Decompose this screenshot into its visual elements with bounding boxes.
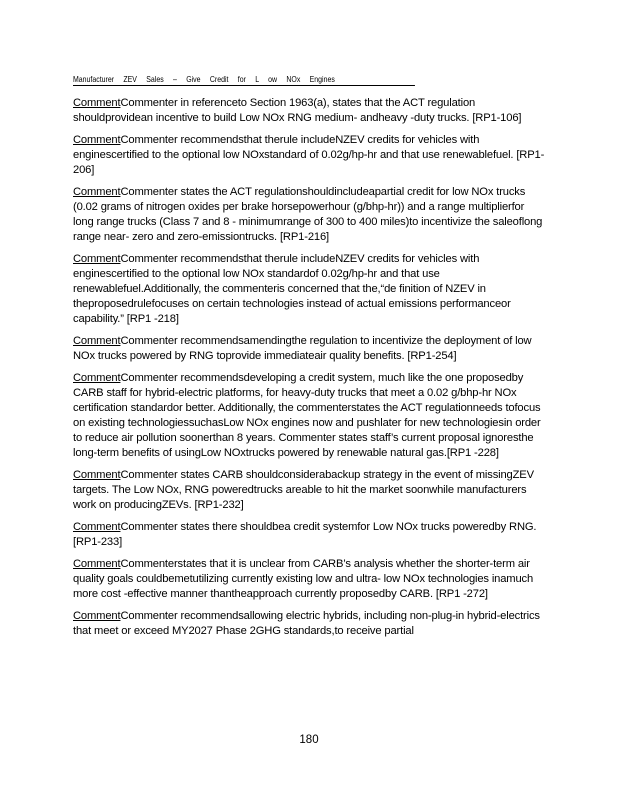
- comment-text: Commenterstates that it is unclear from CARB’s analysis whether the shorter-term air quality goals couldbemetutilizing currently existing low and ultra- low NOx technologies inamuch more cost -effective manner thantheapproach currently proposedby CARB. [RP1 -272]: [73, 558, 534, 600]
- comment-paragraph: [73, 609, 545, 639]
- comment-text: Commenter recommendsthat therule includeNZEV credits for vehicles with enginescertified to the optional low NOxstandard of 0.02g/hp-hr and that use renewablefuel. [RP1-206]: [73, 134, 545, 176]
- comment-text: Commenter recommendsallowing electric hybrids, including non-plug-in hybrid-electrics that meet or exceed MY2027 Phase 2GHG standards,to receive partial: [73, 610, 540, 637]
- comment-paragraph: [73, 96, 545, 126]
- comment-paragraph: [73, 520, 545, 550]
- comment-paragraph: [73, 468, 545, 513]
- comment-text: Commenter recommendsdeveloping a credit system, much like the one proposedby CARB staff for hybrid-electric platforms, for heavy-duty trucks that meet a 0.02 g/bhp-hr NOx certification standardor better. Additionally, the commenterstates the ACT regulationneeds tofocus on existing technologiessuchasLow NOx engines now and pushlater for new technologiesin order to reduce air pollution soonerthan 8 years. Commenter states staff’s current proposal ignoresthe long-term benefits of usingLow NOxtrucks powered by renewable natural gas.[RP1 -228]: [73, 372, 541, 459]
- comment-tag: Comment: [73, 469, 121, 481]
- comment-text: Commenter states CARB shouldconsiderabackup strategy in the event of missingZEV targets. The Low NOx, RNG poweredtrucks areable to hit the market soonwhile manufacturers work on producingZEVs. [RP1-232]: [73, 469, 534, 511]
- comment-paragraph: [73, 334, 545, 364]
- comment-list: [73, 96, 545, 646]
- comment-tag: Comment: [73, 253, 121, 265]
- page-number: 180: [299, 734, 319, 746]
- comment-paragraph: [73, 371, 545, 461]
- comment-tag: Comment: [73, 134, 121, 146]
- comment-tag: Comment: [73, 558, 121, 570]
- comment-paragraph: [73, 133, 545, 178]
- comment-text: Commenter states there shouldbea credit systemfor Low NOx trucks poweredby RNG. [RP1-233]: [73, 521, 537, 548]
- comment-tag: Comment: [73, 610, 121, 622]
- comment-text: Commenter recommendsthat therule includeNZEV credits for vehicles with enginescertified to the optional low NOx standardof 0.02g/hp-hr and that use renewablefuel.Additionally, the commenteris concerned that the,“de finition of NZEV in theproposedrulefocuses on certain technologies instead of actual emissions performanceor capability.” [RP1 -218]: [73, 253, 511, 325]
- comment-tag: Comment: [73, 335, 121, 347]
- table-header-row: Manufacturer ZEV Sales – Give Credit for L ow NOx Engines: [73, 74, 415, 86]
- comment-paragraph: [73, 185, 545, 245]
- comment-paragraph: [73, 252, 545, 327]
- comment-tag: Comment: [73, 372, 121, 384]
- comment-tag: Comment: [73, 521, 121, 533]
- comment-tag: Comment: [73, 97, 121, 109]
- comment-tag: Comment: [73, 186, 121, 198]
- comment-text: Commenter in referenceto Section 1963(a), states that the ACT regulation shouldprovidean incentive to build Low NOx RNG medium- andheavy -duty trucks. [RP1-106]: [73, 97, 522, 124]
- comment-text: Commenter recommendsamendingthe regulation to incentivize the deployment of low NOx trucks powered by RNG toprovide immediateair quality benefits. [RP1-254]: [73, 335, 532, 362]
- comment-text: Commenter states the ACT regulationshouldincludeapartial credit for low NOx trucks (0.02 grams of nitrogen oxides per brake horsepowerhour (g/bhp-hr)) and a range multiplierfor long range trucks (Class 7 and 8 - minimumrange of 300 to 400 miles)to incentivize the saleoflong range near- zero and zero-emissiontrucks. [RP1-216]: [73, 186, 543, 243]
- comment-paragraph: [73, 557, 545, 602]
